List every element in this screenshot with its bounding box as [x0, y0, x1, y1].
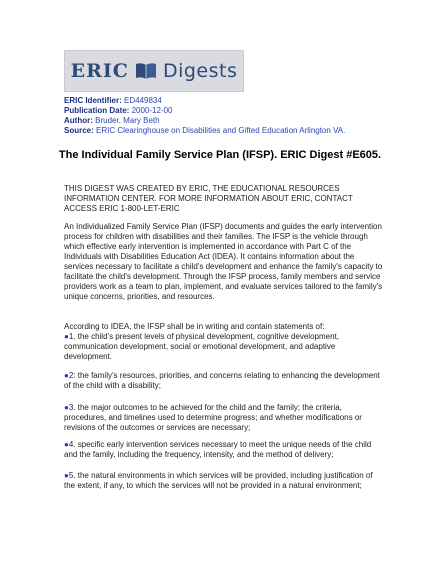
- bullet-icon: ●: [64, 332, 69, 341]
- body-paragraph: An Individualized Family Service Plan (IFSP) documents and guides the early intervention process for children with disabilities and their families. The IFSP is the vehicle through which effective early intervention is implemented in accordance with Part C of the Individuals with Disabilities Education Act (IDEA). It contains information about the services necessary to facilitate a child's development and enhance the family's capacity to facilitate the child's development. Through the IFSP process, family members and service providers work as a team to plan, implement, and evaluate services tailored to the family's unique concerns, priorities, and resources.: [64, 222, 383, 301]
- list-item-text: 4. specific early intervention services necessary to meet the unique needs of the child and the family, including the frequency, intensity, and the method of delivery;: [64, 440, 372, 459]
- logo-word-digests: Digests: [162, 60, 238, 82]
- bullet-icon: ●: [64, 371, 69, 380]
- list-intro: According to IDEA, the IFSP shall be in writing and contain statements of:: [64, 322, 325, 331]
- bullet-icon: ●: [64, 403, 69, 412]
- list-item: [64, 403, 384, 433]
- document-metadata: [64, 96, 345, 136]
- list-item: [64, 371, 384, 391]
- source-row: [64, 126, 345, 136]
- list-item: [64, 471, 384, 491]
- list-item-text: 2: the family's resources, priorities, and concerns relating to enhancing the development of the child with a disability;: [64, 371, 380, 390]
- eric-digests-logo: [64, 50, 244, 92]
- document-title: The Individual Family Service Plan (IFSP). ERIC Digest #E605.: [58, 149, 382, 161]
- identifier-label: ERIC Identifier:: [64, 96, 122, 105]
- logo-word-eric: ERIC: [70, 60, 129, 82]
- author-label: Author:: [64, 116, 93, 125]
- identifier-value: ED449834: [124, 96, 162, 105]
- publication-date-value: 2000-12-00: [131, 106, 173, 115]
- publication-date-row: [64, 106, 345, 116]
- author-value: Bruder, Mary Beth: [95, 116, 160, 125]
- list-item-text: 3. the major outcomes to be achieved for the child and the family; the criteria, procedures, and timelines used to determine progress; and whether modifications or revisions of the outcomes or services are necessary;: [64, 403, 362, 432]
- list-section: [64, 322, 384, 362]
- publication-date-label: Publication Date:: [64, 106, 130, 115]
- bullet-icon: ●: [64, 440, 69, 449]
- bullet-icon: ●: [64, 471, 69, 480]
- book-icon: [135, 62, 157, 80]
- list-item-text: 5. the natural environments in which services will be provided, including justification of the extent, if any, to which the services will not be provided in a natural environment;: [64, 471, 373, 490]
- author-row: [64, 116, 345, 126]
- list-item-text: 1. the child's present levels of physical development, cognitive development, communication development, social or emotional development, and adaptive development.: [64, 332, 339, 361]
- source-label: Source:: [64, 126, 94, 135]
- intro-paragraph: THIS DIGEST WAS CREATED BY ERIC, THE EDUCATIONAL RESOURCES INFORMATION CENTER. FOR MORE INFORMATION ABOUT ERIC, CONTACT ACCESS ERIC 1-800-LET-ERIC: [64, 184, 353, 213]
- source-value: ERIC Clearinghouse on Disabilities and Gifted Education Arlington VA.: [96, 126, 346, 135]
- list-item: [64, 440, 384, 460]
- identifier-row: [64, 96, 345, 106]
- list-item: [64, 332, 384, 362]
